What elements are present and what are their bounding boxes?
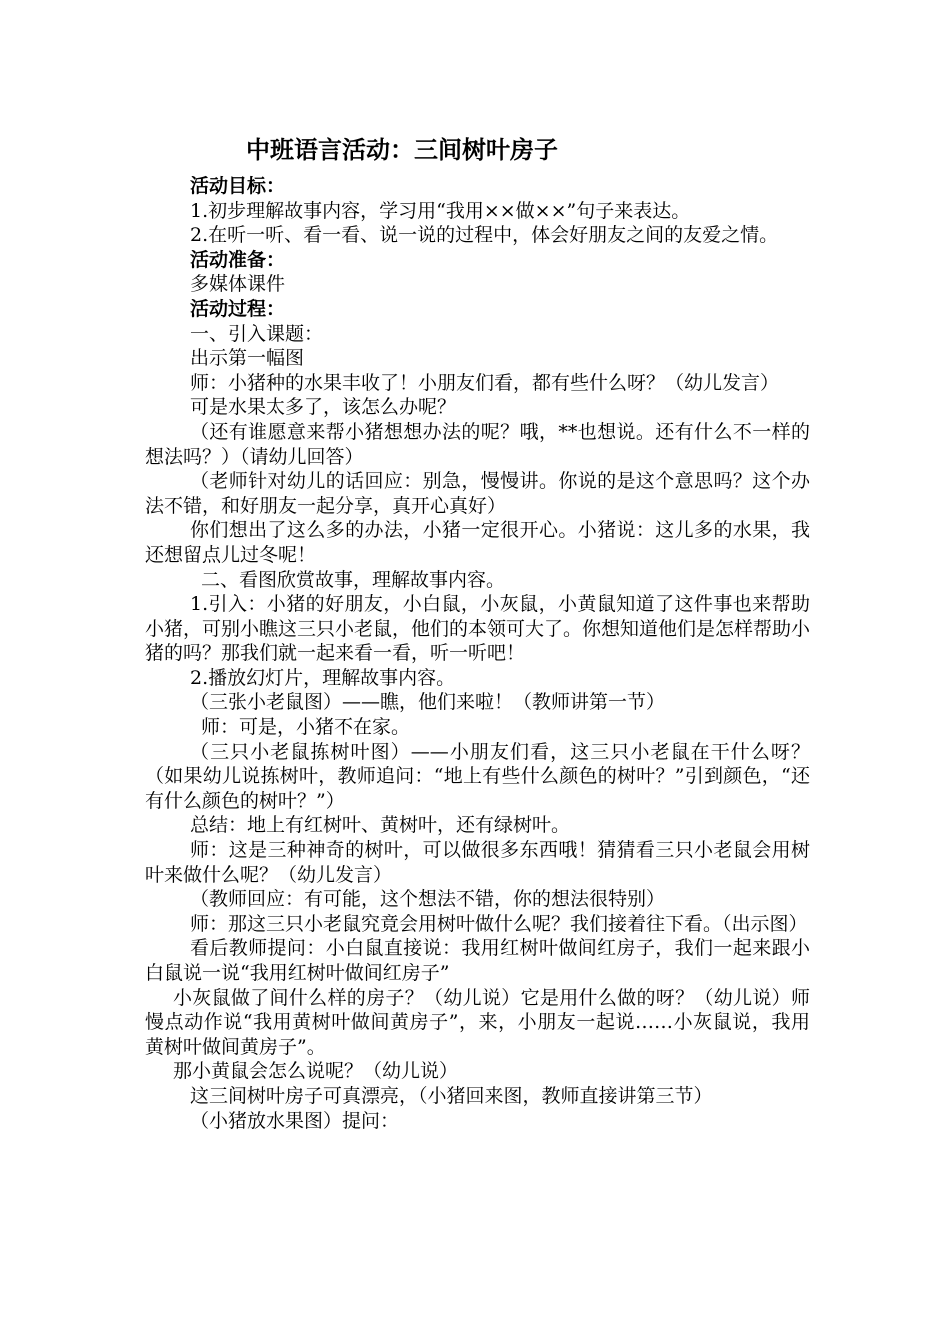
paragraph: 看后教师提问：小白鼠直接说：我用红树叶做间红房子，我们一起来跟小白鼠说一说“我用红树叶做间红房子” [145, 937, 810, 984]
document-body [145, 174, 810, 1133]
paragraph: 这三间树叶房子可真漂亮，（小猪回来图，教师直接讲第三节） [190, 1084, 713, 1107]
paragraph: （三张小老鼠图）——瞧，他们来啦！（教师讲第一节） [190, 691, 666, 714]
paragraph: 你们想出了这么多的办法，小猪一定很开心。小猪说：这儿多的水果，我还想留点儿过冬呢！ [145, 519, 810, 566]
paragraph: 2.在听一听、看一看、说一说的过程中，体会好朋友之间的友爱之情。 [190, 224, 779, 247]
section-heading: 活动准备： [190, 248, 286, 271]
paragraph: （老师针对幼儿的话回应：别急，慢慢讲。你说的是这个意思吗？这个办法不错，和好朋友一起分享，真开心真好） [145, 470, 810, 517]
paragraph: 那小黄鼠会怎么说呢？（幼儿说） [173, 1060, 459, 1083]
paragraph: 二、看图欣赏故事，理解故事内容。 [201, 568, 506, 591]
paragraph: （三只小老鼠拣树叶图）——小朋友们看，这三只小老鼠在干什么呀？（如果幼儿说拣树叶，教师追问：“地上有些什么颜色的树叶？”引到颜色，“还有什么颜色的树叶？”） [145, 740, 810, 812]
document-title: 中班语言活动：三间树叶房子 [246, 135, 558, 164]
paragraph: 2.播放幻灯片，理解故事内容。 [190, 666, 456, 689]
section-heading: 活动目标： [190, 175, 286, 197]
paragraph: 师：这是三种神奇的树叶，可以做很多东西哦！猜猜看三只小老鼠会用树叶来做什么呢？（幼儿发言） [145, 839, 810, 886]
paragraph: 出示第一幅图 [190, 347, 305, 370]
paragraph: 1.引入：小猪的好朋友，小白鼠，小灰鼠，小黄鼠知道了这件事也来帮助小猪，可别小瞧这三只小老鼠，他们的本领可大了。你想知道他们是怎样帮助小猪的吗？那我们就一起来看一看，听一听吧！ [145, 593, 811, 665]
paragraph: 1.初步理解故事内容，学习用“我用××做××”句子来表达。 [190, 199, 691, 222]
paragraph: （小猪放水果图）提问： [190, 1109, 400, 1132]
paragraph: 师：那这三只小老鼠究竟会用树叶做什么呢？我们接着往下看。（出示图） [190, 912, 808, 935]
paragraph: 师：小猪种的水果丰收了！小朋友们看，都有些什么呀？（幼儿发言） [190, 371, 780, 394]
paragraph: 总结：地上有红树叶、黄树叶，还有绿树叶。 [190, 814, 571, 837]
paragraph: 多媒体课件 [190, 273, 286, 296]
paragraph: （还有谁愿意来帮小猪想想办法的呢？哦，**也想说。还有什么不一样的想法吗？）（请幼儿回答） [145, 420, 810, 468]
section-heading: 活动过程： [190, 297, 286, 320]
paragraph: 可是水果太多了，该怎么办呢？ [190, 396, 457, 419]
paragraph: 小灰鼠做了间什么样的房子？（幼儿说）它是用什么做的呀？（幼儿说）师慢点动作说“我用黄树叶做间黄房子”，来，小朋友一起说……小灰鼠说，我用黄树叶做间黄房子”。 [145, 986, 810, 1058]
paragraph: 一、引入课题： [190, 322, 324, 345]
paragraph: 师：可是，小猪不在家。 [201, 716, 411, 739]
paragraph: （教师回应：有可能，这个想法不错，你的想法很特别） [190, 888, 666, 911]
